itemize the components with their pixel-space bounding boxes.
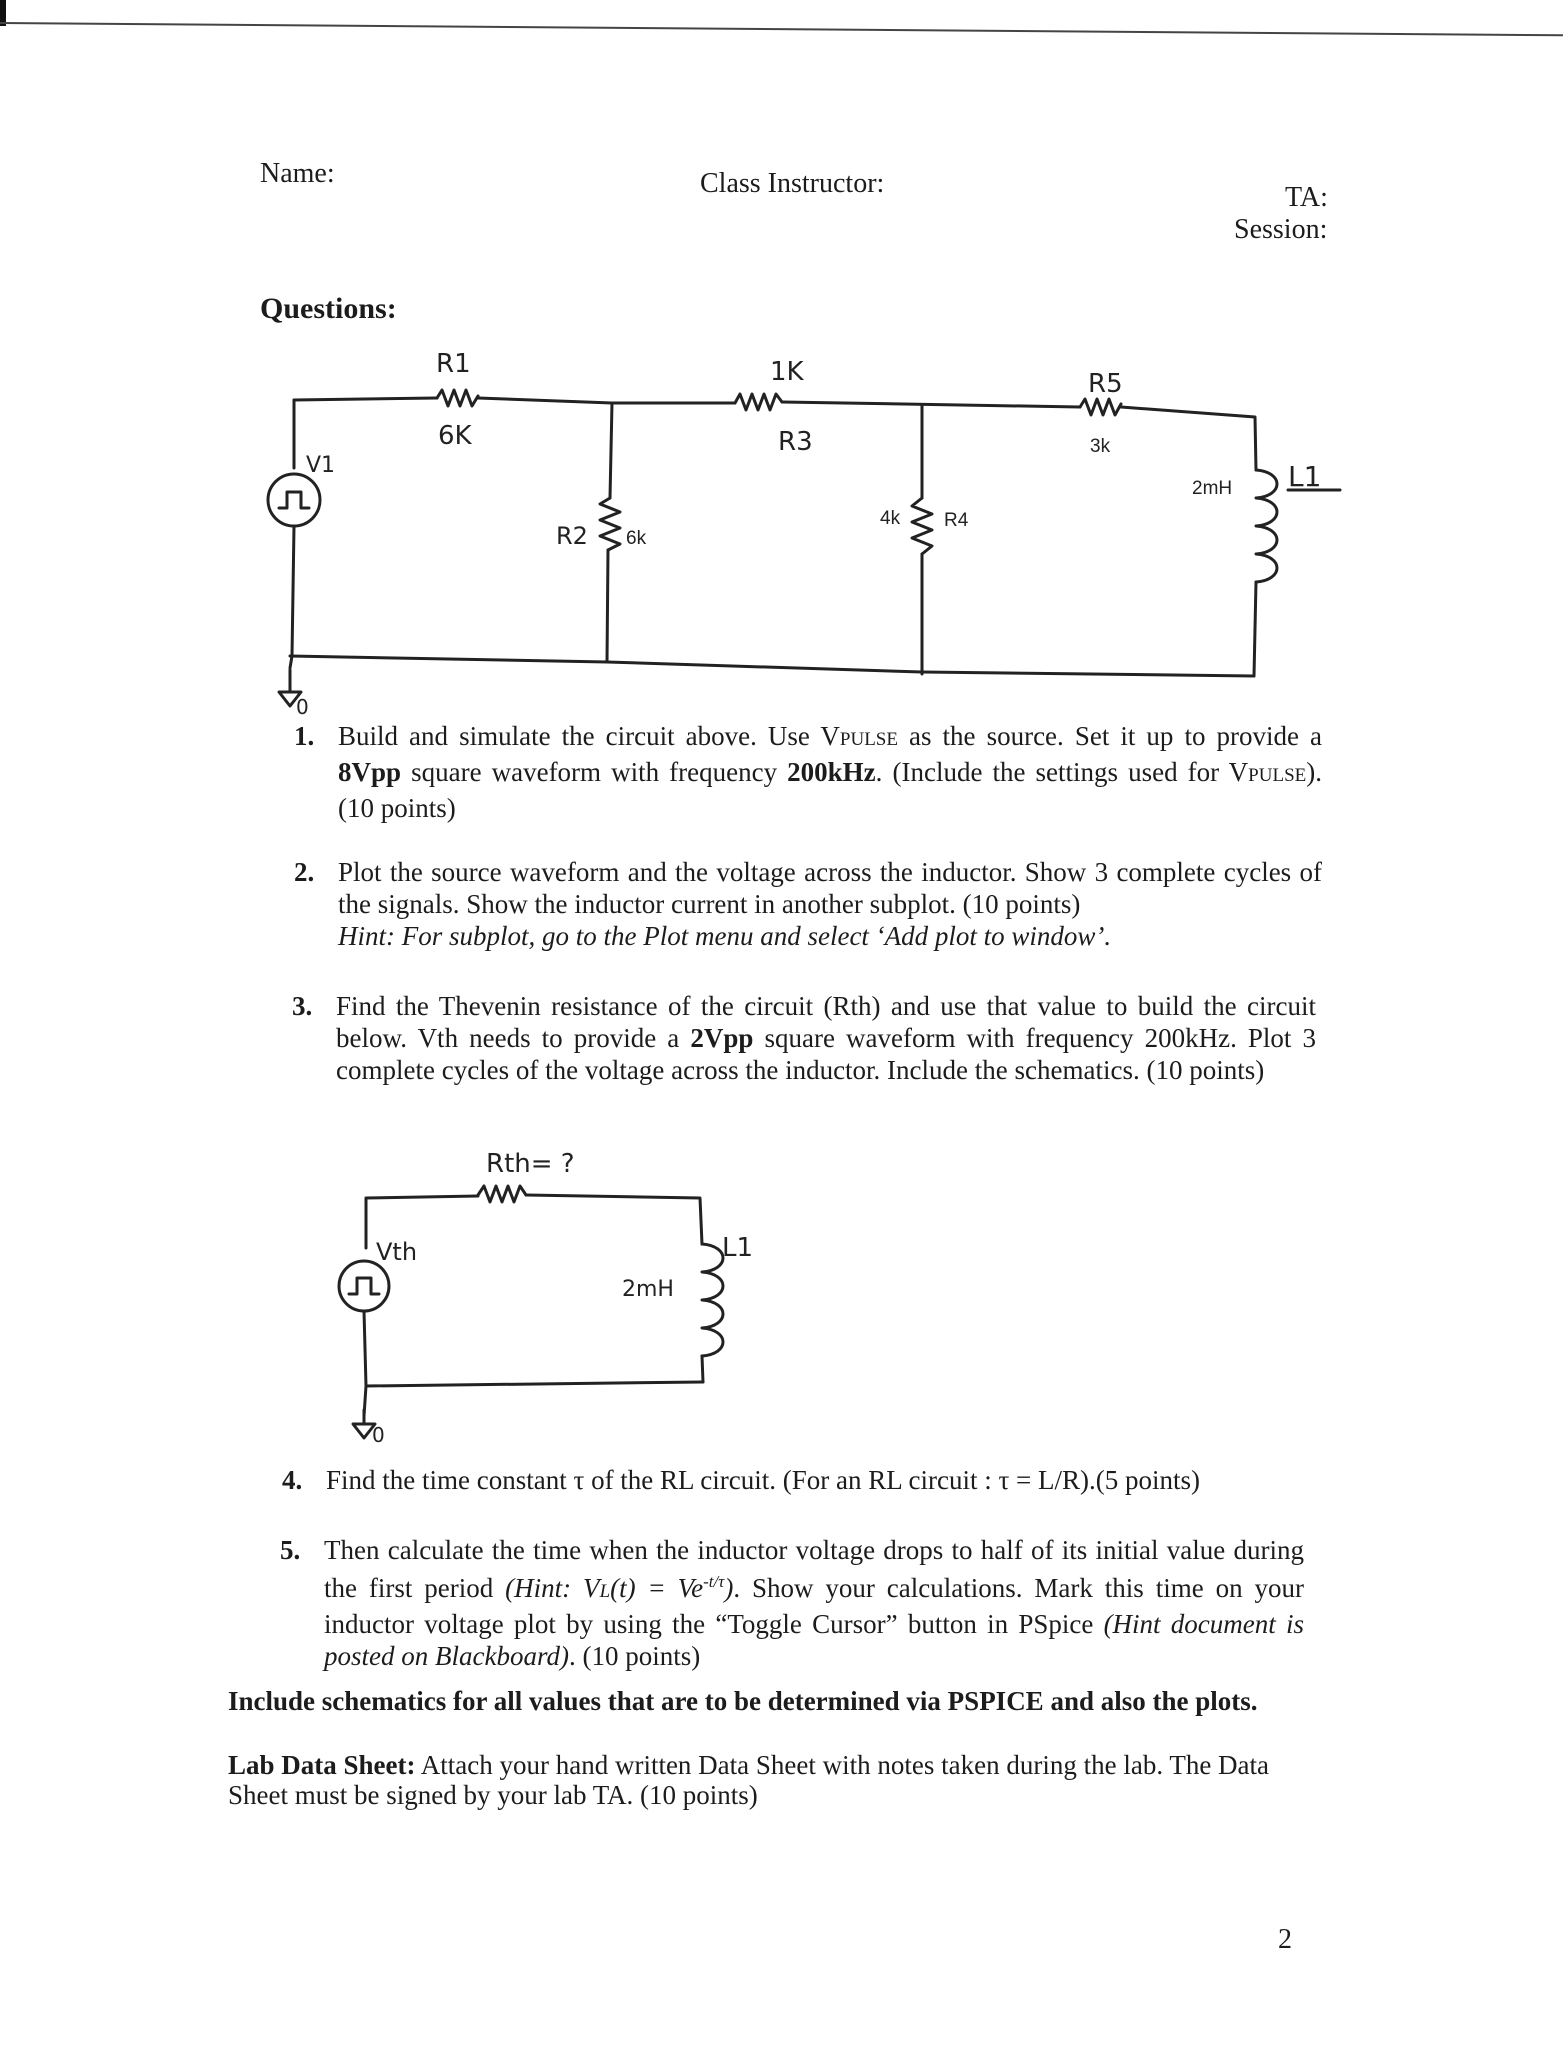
r4-zigzag <box>912 498 932 554</box>
r3-zigzag <box>735 394 782 410</box>
rth-zigzag <box>478 1186 526 1202</box>
question-2-text: Plot the source waveform and the voltage across the inductor. Show 3 complete cycles of the signals. Show the inductor current in another subplot. (10 points) <box>338 857 1322 919</box>
wire-left <box>364 1311 366 1416</box>
question-3-number: 3. <box>292 991 313 1021</box>
r4-name-label: R4 <box>944 510 969 531</box>
r1-zigzag <box>437 390 478 406</box>
r5-zigzag <box>1080 399 1121 415</box>
r3-name-label: R3 <box>778 427 813 457</box>
circuit-diagram-2 <box>0 1120 1563 1460</box>
session-label: Session: <box>1234 214 1328 245</box>
questions-heading: Questions: <box>260 292 397 325</box>
r4-value-label: 4k <box>880 508 901 529</box>
question-4 <box>282 1464 1326 1496</box>
r2-name-label: R2 <box>556 522 588 550</box>
l1-name-label: L1 <box>1288 460 1322 493</box>
r1-name-label: R1 <box>436 349 471 379</box>
question-1-text: Build and simulate the circuit above. Use VPULSE as the source. Set it up to provide a 8Vpp square waveform with frequency 200kHz. (Include the settings used for VPULSE). (10 points) <box>338 721 1322 823</box>
vth-source-circle <box>339 1261 389 1311</box>
wire-r2-bottom <box>607 550 608 662</box>
wire-bottom <box>366 1382 703 1386</box>
wire-bottom <box>290 656 1254 676</box>
question-5 <box>280 1534 1304 1672</box>
question-5-text: Then calculate the time when the inductor voltage drops to half of its initial value during the first period (Hint: $VL(t) = Ve^{-t/\tau}$). Show your calculations. Mark this time on your inductor voltage plot by using the “Toggle Cursor” button in PSpice (Hint document is posted on Blackboard). (10 points) <box>324 1535 1304 1671</box>
vth-pulse-symbol <box>349 1278 379 1294</box>
wire-left-lower <box>290 526 294 668</box>
l1-value-label: 2mH <box>1192 478 1233 499</box>
question-1 <box>294 720 1322 824</box>
l1-value-label-2: 2mH <box>622 1277 674 1302</box>
circuit-diagram-1 <box>0 0 1563 720</box>
wire-top-right <box>526 1195 702 1244</box>
r2-value-label: 6k <box>626 528 647 549</box>
name-label: Name: <box>260 158 335 189</box>
question-4-number: 4. <box>282 1465 303 1495</box>
r1-value-label: 6K <box>438 421 472 451</box>
question-3-text: Find the Thevenin resistance of the circuit (Rth) and use that value to build the circuit below. Vth needs to provide a 2Vpp square waveform with frequency 200kHz. Plot 3 complete cycles of the voltage across the inductor. Include the schematics. (10 points) <box>336 991 1316 1085</box>
v1-pulse-symbol <box>279 492 309 508</box>
l1-name-label-2: L1 <box>722 1233 754 1263</box>
wire-top-mid-2 <box>782 402 1080 407</box>
r5-value-label: 3k <box>1090 436 1111 457</box>
r3-value-label: 1K <box>770 357 804 387</box>
ground-label-2: 0 <box>372 1423 385 1447</box>
question-4-text: Find the time constant τ of the RL circuit. (For an RL circuit : τ = L/R).(5 points) <box>326 1465 1201 1495</box>
question-2 <box>294 856 1322 952</box>
question-5-number: 5. <box>280 1535 301 1565</box>
r2-zigzag <box>600 498 620 550</box>
question-1-number: 1. <box>294 721 315 751</box>
l1-coil <box>1256 470 1277 582</box>
schematics-note: Include schematics for all values that are to be determined via PSPICE and also the plots. <box>228 1686 1258 1716</box>
page-number: 2 <box>1278 1924 1292 1955</box>
vth-label: Vth <box>376 1238 418 1266</box>
ta-label: TA: <box>1285 182 1328 213</box>
question-2-hint: Hint: For subplot, go to the Plot menu and select ‘Add plot to window’. <box>338 921 1112 951</box>
question-2-number: 2. <box>294 857 315 887</box>
question-3 <box>292 990 1316 1086</box>
l1-coil-2 <box>702 1244 723 1356</box>
rth-label: Rth= ? <box>486 1149 575 1179</box>
wire-top-left <box>294 398 437 402</box>
r5-name-label: R5 <box>1088 369 1123 399</box>
v1-label: V1 <box>306 453 336 478</box>
wire-r2-top <box>610 403 612 498</box>
ground-label-1: 0 <box>296 695 309 719</box>
wire-top-right <box>1121 407 1256 470</box>
wire-top-mid-1 <box>478 398 735 403</box>
lab-data-sheet-note: Lab Data Sheet: Attach your hand written Data Sheet with notes taken during the lab. The Data Sheet must be signed by your lab TA. (10 points) <box>228 1750 1270 1810</box>
v1-source-circle <box>268 474 320 526</box>
wire-right <box>702 1356 703 1382</box>
wire-right <box>1254 582 1256 676</box>
instructor-label: Class Instructor: <box>700 168 885 199</box>
